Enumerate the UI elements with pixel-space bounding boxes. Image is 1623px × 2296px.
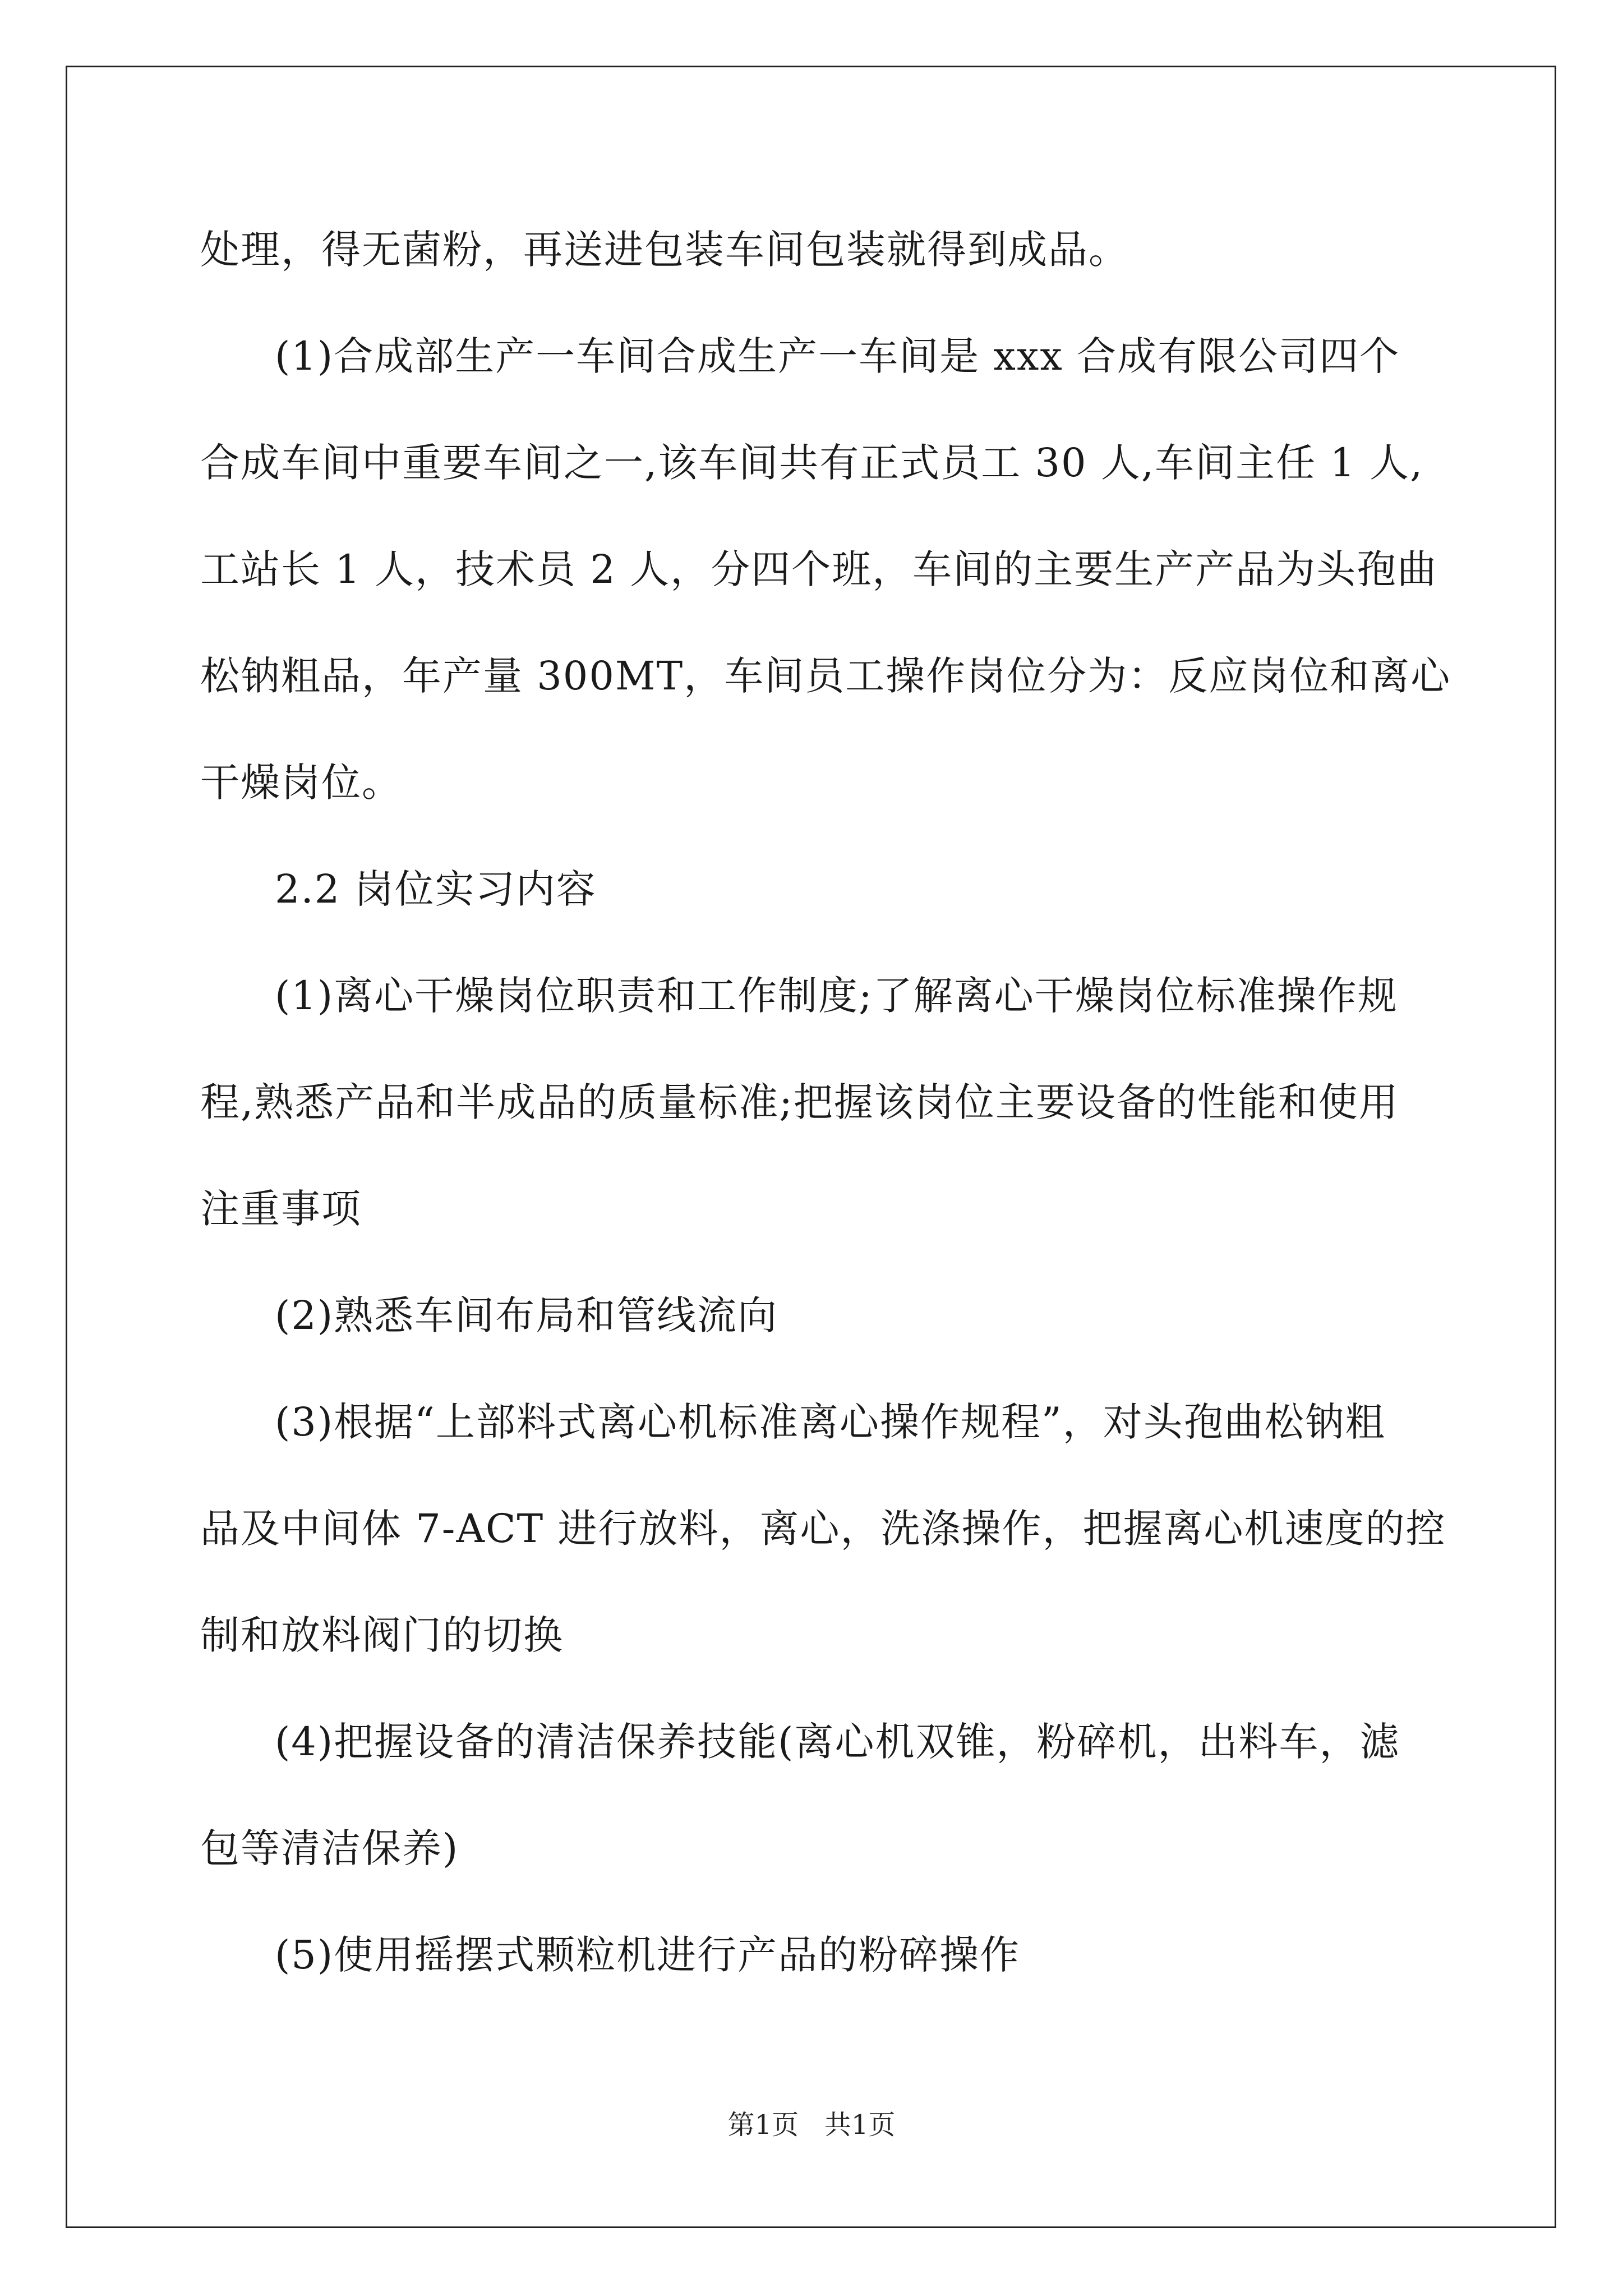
- list-item-2: (2)熟悉车间布局和管线流向: [275, 1292, 778, 1338]
- list-item-4-line-1: (4)把握设备的清洁保养技能(离心机双锥，粉碎机，出料车，滤: [275, 1719, 1400, 1765]
- text-line: 包等清洁保养): [200, 1825, 459, 1871]
- paragraph-1-line-1: (1)合成部生产一车间合成生产一车间是 xxx 合成有限公司四个: [275, 333, 1400, 379]
- text-line: 品及中间体 7-ACT 进行放料，离心，洗涤操作，把握离心机速度的控: [200, 1506, 1446, 1552]
- text-line: 合成车间中重要车间之一,该车间共有正式员工 30 人,车间主任 1 人,: [200, 440, 1424, 486]
- list-item-3-line-1: (3)根据“上部料式离心机标准离心操作规程”，对头孢曲松钠粗: [275, 1399, 1386, 1445]
- text-line: 松钠粗品，年产量 300MT，车间员工操作岗位分为：反应岗位和离心: [200, 653, 1451, 699]
- text-line: 程,熟悉产品和半成品的质量标准;把握该岗位主要设备的性能和使用: [200, 1079, 1399, 1125]
- list-item-1-line-1: (1)离心干燥岗位职责和工作制度;了解离心干燥岗位标准操作规: [275, 973, 1398, 1019]
- text-line: 干燥岗位。: [200, 760, 402, 806]
- text-line: 注重事项: [200, 1186, 362, 1232]
- list-item-5: (5)使用摇摆式颗粒机进行产品的粉碎操作: [275, 1932, 1021, 1978]
- text-line: 工站长 1 人，技术员 2 人，分四个班，车间的主要生产产品为头孢曲: [200, 546, 1438, 592]
- section-heading: 2.2 岗位实习内容: [275, 866, 597, 912]
- page-footer: 第1页 共1页: [727, 2109, 896, 2141]
- text-line: 处理，得无菌粉，再送进包装车间包装就得到成品。: [200, 227, 1129, 273]
- text-line: 制和放料阀门的切换: [200, 1612, 564, 1658]
- page-border: [66, 66, 1556, 2228]
